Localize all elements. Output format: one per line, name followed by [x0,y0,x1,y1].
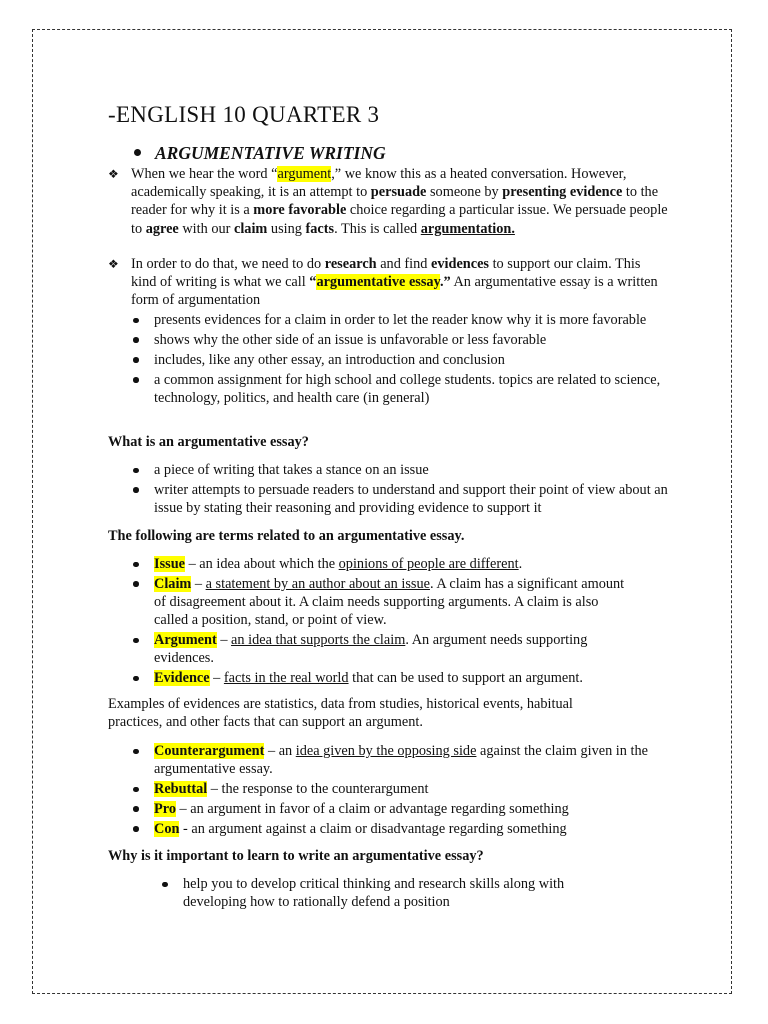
examples-paragraph: Examples of evidences are statistics, data from studies, historical events, habitual practices, and other facts that can support an argument. [108,696,573,731]
underlined-definition: opinions of people are different [338,556,519,572]
underlined-definition: an idea that supports the claim [231,632,406,649]
list-item: writer attempts to persuade readers to understand and support their point of view about an issue by stating their reasoning and providing evidence to support it [131,481,671,517]
bold-word-persuade: persuade [370,184,427,201]
highlighted-word-argument: argument [277,166,332,182]
intro-bullet-list [131,311,671,409]
text-run: choice regarding a particular issue. We persuade people to [131,202,668,237]
term-claim [131,575,631,630]
text-run: – [216,632,232,649]
text-run: and find [376,256,432,272]
term-con [131,820,661,838]
highlighted-phrase-argumentative-essay: argumentative essay [316,274,440,291]
terms-list [131,555,631,689]
importance-bullet-list [160,875,620,913]
text-run: - an argument against a claim or disadvantage regarding something [179,820,567,837]
bold-phrase-presenting-evidence: presenting evidence [502,184,623,201]
term-label: Claim [154,575,192,592]
bold-word-evidences: evidences [431,256,490,272]
term-label: Argument [154,632,217,649]
term-evidence [131,669,631,687]
section-heading-text: ARGUMENTATIVE WRITING [155,143,386,163]
term-label: Con [154,820,180,837]
text-run: – an [264,743,296,759]
underlined-definition: a statement by an author about an issue [205,575,430,592]
text-run: that can be used to support an argument. [348,670,583,687]
list-item: shows why the other side of an issue is unfavorable or less favorable [131,331,671,349]
text-run: An argumentative essay is a written form of argumentation [131,274,658,309]
underlined-definition: facts in the real world [223,670,349,687]
question-what-is [108,433,309,451]
list-item: presents evidences for a claim in order to let the reader know why it is more favorable [131,311,671,329]
term-argument [131,631,631,667]
term-counterargument [131,742,661,778]
terms-heading [108,527,464,545]
text-run: – [209,670,224,687]
list-item: help you to develop critical thinking and research skills along with developing how to rationally defend a position [160,875,620,911]
bold-word-agree: agree [145,220,179,237]
terms-heading-text: The following are terms related to an argumentative essay. [108,528,465,544]
text-run: using [267,220,306,237]
term-label: Counterargument [154,743,265,759]
text-run: someone by [426,184,503,201]
text-run: – [191,575,206,592]
text-run: ,” we know this as a heated conversation. However, academically speaking, it is an attempt to [131,166,627,201]
list-item: a piece of writing that takes a stance on an issue [131,461,671,479]
text-run: to support our claim. This kind of writing is what we call [131,256,641,291]
text-run: – an argument in favor of a claim or advantage regarding something [175,800,569,817]
text-run: . [518,556,523,572]
term-label: Evidence [154,670,210,687]
text-run: to the reader for why it is a [131,184,659,219]
text-run: .” [439,274,451,291]
document-title: -ENGLISH 10 QUARTER 3 [108,102,380,127]
text-run: “ [309,274,317,291]
term-issue [131,555,631,573]
bold-word-claim: claim [233,220,268,237]
terms-list-2 [131,742,661,840]
intro-paragraph-1 [108,165,668,238]
term-pro [131,800,661,818]
question-text: Why is it important to learn to write an argumentative essay? [108,848,484,864]
definition-bullet-list [131,461,671,519]
question-text: What is an argumentative essay? [108,434,309,450]
bold-word-facts: facts [305,220,335,237]
intro-paragraph-2 [108,255,668,310]
question-why-important [108,847,484,865]
term-label: Issue [154,556,185,572]
diamond-bullet-icon: ❖ [108,257,119,271]
text-run: . An argument needs supporting evidences. [154,632,588,667]
bold-underlined-argumentation: argumentation. [420,220,515,237]
term-rebuttal [131,780,661,798]
text-run: against the claim given in the argumentative essay. [154,743,648,778]
text-run: When we hear the word “ [131,166,278,182]
term-label: Pro [154,800,176,817]
diamond-bullet-icon: ❖ [108,167,119,181]
text-run: – an idea about which the [185,556,339,572]
section-heading [134,143,386,164]
text-run: . This is called [334,220,421,237]
bold-word-research: research [324,256,377,272]
text-run: . A claim has a significant amount of disagreement about it. A claim needs supporting arguments. A claim is also called a position, stand, or point of view. [154,575,625,629]
bold-phrase-more-favorable: more favorable [253,202,347,219]
list-item: a common assignment for high school and college students. topics are related to science, technology, politics, and health care (in general) [131,371,671,407]
text-run: – the response to the counterargument [207,781,429,798]
text-run: In order to do that, we need to do [131,256,325,272]
text-run: with our [178,220,234,237]
list-item: includes, like any other essay, an introduction and conclusion [131,351,671,369]
round-bullet-icon [134,149,141,156]
term-label: Rebuttal [154,781,208,798]
underlined-definition: idea given by the opposing side [295,743,477,759]
